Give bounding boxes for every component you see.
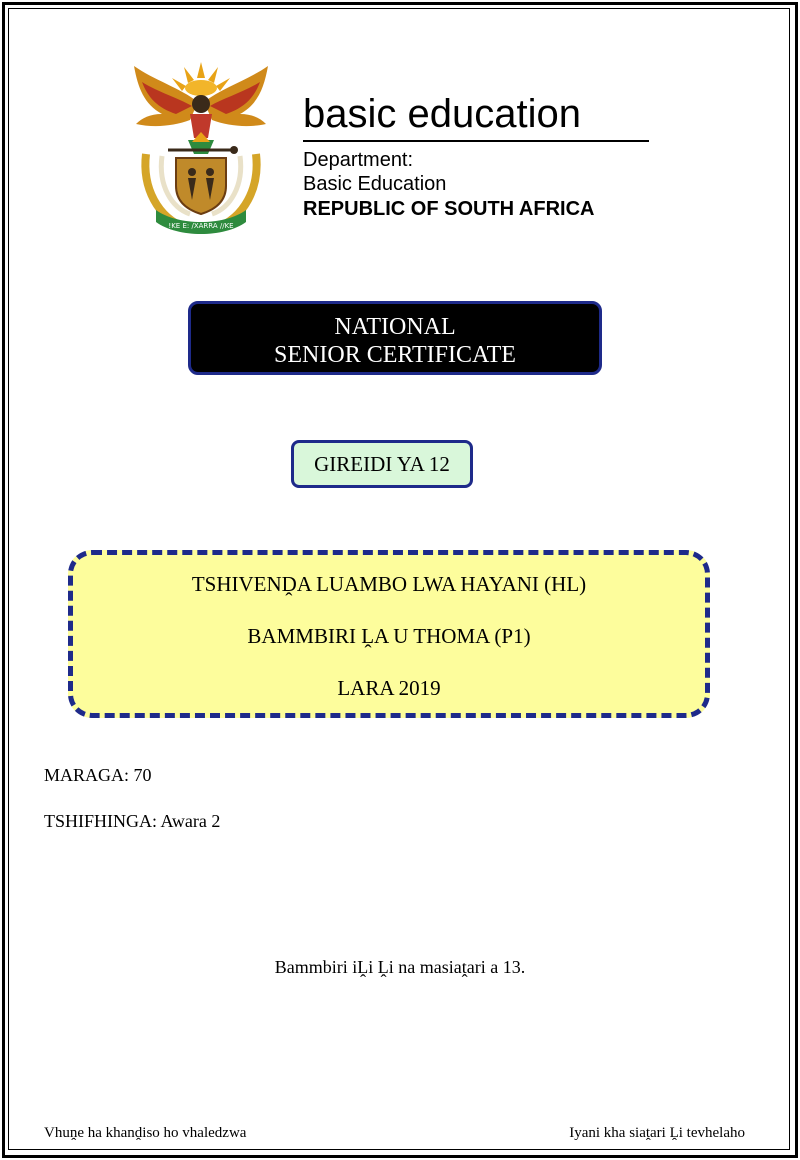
footer-copyright-note: Vhuṋe ha khanḓiso ho vhaledzwa <box>44 1125 247 1141</box>
department-label: Department: <box>303 149 414 171</box>
certificate-banner <box>188 301 602 375</box>
subject-panel <box>68 550 710 718</box>
country-name: REPUBLIC OF SOUTH AFRICA <box>303 198 595 220</box>
exam-marks: MARAGA: 70 <box>44 765 152 785</box>
grade-badge: GIREIDI YA 12 <box>291 440 473 488</box>
footer-next-page-note: Iyani kha siaṱari Ḽi tevhelaho <box>569 1125 745 1141</box>
department-name: Basic Education <box>303 173 447 195</box>
brand-title: basic education <box>303 92 581 136</box>
exam-time: TSHIFHINGA: Awara 2 <box>44 811 221 831</box>
subject-paper: BAMMBIRI ḼA U THOMA (P1) <box>247 624 531 648</box>
coat-of-arms-icon <box>128 58 274 238</box>
page-count-note: Bammbiri iḼi Ḽi na masiaṱari a 13. <box>274 957 526 977</box>
subject-language: TSHIVENḒA LUAMBO LWA HAYANI (HL) <box>191 572 587 596</box>
certificate-line-1: NATIONAL <box>334 314 456 340</box>
brand-underline <box>303 140 649 142</box>
svg-text:!KE E: /XARRA //KE: !KE E: /XARRA //KE <box>168 222 234 230</box>
subject-session: LARA 2019 <box>337 676 441 700</box>
certificate-line-2: SENIOR CERTIFICATE <box>274 342 516 368</box>
